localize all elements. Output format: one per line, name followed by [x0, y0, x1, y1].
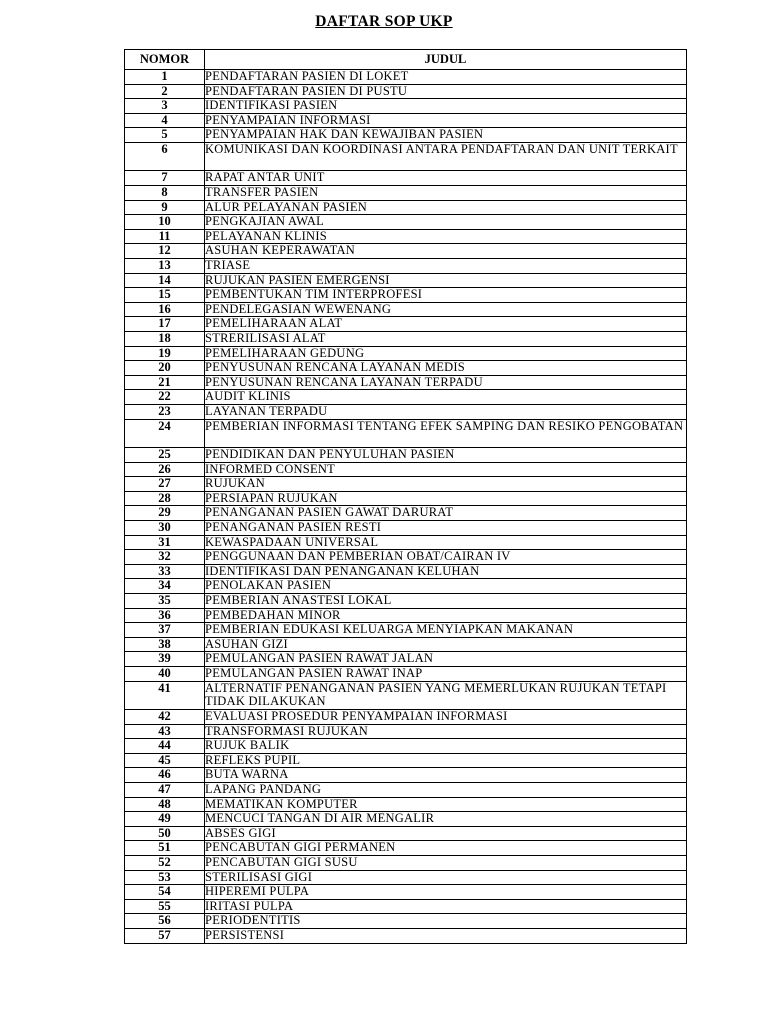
- row-title: PEMBERIAN ANASTESI LOKAL: [205, 594, 687, 609]
- row-title: PENANGANAN PASIEN GAWAT DARURAT: [205, 506, 687, 521]
- row-title: IDENTIFIKASI PASIEN: [205, 99, 687, 114]
- table-row: [125, 724, 687, 739]
- row-title: PEMULANGAN PASIEN RAWAT JALAN: [205, 652, 687, 667]
- row-number: 17: [125, 317, 205, 332]
- table-row: [125, 390, 687, 405]
- table-row: [125, 710, 687, 725]
- row-number: 30: [125, 521, 205, 536]
- row-number: 28: [125, 491, 205, 506]
- row-title: PENANGANAN PASIEN RESTI: [205, 521, 687, 536]
- table-row: [125, 302, 687, 317]
- row-title: PERSIAPAN RUJUKAN: [205, 491, 687, 506]
- table-body: [125, 70, 687, 944]
- table-row: [125, 594, 687, 609]
- row-number: 3: [125, 99, 205, 114]
- row-title: LAYANAN TERPADU: [205, 404, 687, 419]
- row-title: PELAYANAN KLINIS: [205, 229, 687, 244]
- row-title: KEWASPADAAN UNIVERSAL: [205, 535, 687, 550]
- row-title: PENCABUTAN GIGI PERMANEN: [205, 841, 687, 856]
- row-number: 25: [125, 448, 205, 463]
- table-row: [125, 375, 687, 390]
- row-title: PENCABUTAN GIGI SUSU: [205, 856, 687, 871]
- row-number: 13: [125, 259, 205, 274]
- table-row: [125, 797, 687, 812]
- row-title: KOMUNIKASI DAN KOORDINASI ANTARA PENDAFTARAN DAN UNIT TERKAIT: [205, 142, 687, 171]
- row-number: 57: [125, 928, 205, 943]
- row-title: RUJUK BALIK: [205, 739, 687, 754]
- row-title: ASUHAN GIZI: [205, 637, 687, 652]
- table-row: [125, 404, 687, 419]
- row-number: 38: [125, 637, 205, 652]
- row-title: PERSISTENSI: [205, 928, 687, 943]
- row-number: 37: [125, 623, 205, 638]
- row-title: EVALUASI PROSEDUR PENYAMPAIAN INFORMASI: [205, 710, 687, 725]
- table-row: [125, 841, 687, 856]
- table-row: [125, 419, 687, 448]
- table-row: [125, 84, 687, 99]
- row-number: 15: [125, 288, 205, 303]
- row-number: 7: [125, 171, 205, 186]
- row-number: 23: [125, 404, 205, 419]
- row-title: PEMULANGAN PASIEN RAWAT INAP: [205, 666, 687, 681]
- row-number: 16: [125, 302, 205, 317]
- row-number: 4: [125, 113, 205, 128]
- row-number: 9: [125, 200, 205, 215]
- row-title: MEMATIKAN KOMPUTER: [205, 797, 687, 812]
- row-title: PEMBEDAHAN MINOR: [205, 608, 687, 623]
- row-number: 18: [125, 332, 205, 347]
- table-row: [125, 113, 687, 128]
- row-title: IRITASI PULPA: [205, 899, 687, 914]
- row-number: 26: [125, 462, 205, 477]
- row-title: PENYUSUNAN RENCANA LAYANAN TERPADU: [205, 375, 687, 390]
- table-row: [125, 856, 687, 871]
- row-number: 5: [125, 128, 205, 143]
- row-title: PENDAFTARAN PASIEN DI LOKET: [205, 70, 687, 85]
- row-title: ASUHAN KEPERAWATAN: [205, 244, 687, 259]
- row-number: 34: [125, 579, 205, 594]
- row-number: 50: [125, 826, 205, 841]
- row-title: PENYUSUNAN RENCANA LAYANAN MEDIS: [205, 361, 687, 376]
- column-header-judul: JUDUL: [205, 50, 687, 70]
- row-title: PEMELIHARAAN GEDUNG: [205, 346, 687, 361]
- row-title: RUJUKAN PASIEN EMERGENSI: [205, 273, 687, 288]
- row-title: BUTA WARNA: [205, 768, 687, 783]
- table-row: [125, 332, 687, 347]
- table-row: [125, 491, 687, 506]
- row-number: 53: [125, 870, 205, 885]
- row-title: IDENTIFIKASI DAN PENANGANAN KELUHAN: [205, 564, 687, 579]
- row-number: 48: [125, 797, 205, 812]
- table-row: [125, 666, 687, 681]
- table-row: [125, 914, 687, 929]
- row-title: PENGKAJIAN AWAL: [205, 215, 687, 230]
- table-row: [125, 70, 687, 85]
- row-title: PENDAFTARAN PASIEN DI PUSTU: [205, 84, 687, 99]
- table-row: [125, 462, 687, 477]
- row-number: 33: [125, 564, 205, 579]
- table-row: [125, 288, 687, 303]
- row-title: RUJUKAN: [205, 477, 687, 492]
- table-row: [125, 608, 687, 623]
- table-row: [125, 521, 687, 536]
- row-number: 47: [125, 783, 205, 798]
- row-title: ALUR PELAYANAN PASIEN: [205, 200, 687, 215]
- row-title: STRERILISASI ALAT: [205, 332, 687, 347]
- row-title: PENYAMPAIAN INFORMASI: [205, 113, 687, 128]
- table-row: [125, 826, 687, 841]
- row-number: 24: [125, 419, 205, 448]
- table-row: [125, 273, 687, 288]
- table-row: [125, 142, 687, 171]
- row-title: PENDIDIKAN DAN PENYULUHAN PASIEN: [205, 448, 687, 463]
- row-number: 29: [125, 506, 205, 521]
- row-title: PENYAMPAIAN HAK DAN KEWAJIBAN PASIEN: [205, 128, 687, 143]
- row-number: 27: [125, 477, 205, 492]
- column-header-nomor: NOMOR: [125, 50, 205, 70]
- row-number: 21: [125, 375, 205, 390]
- row-title: PENDELEGASIAN WEWENANG: [205, 302, 687, 317]
- table-row: [125, 477, 687, 492]
- table-row: [125, 200, 687, 215]
- row-title: MENCUCI TANGAN DI AIR MENGALIR: [205, 812, 687, 827]
- row-number: 1: [125, 70, 205, 85]
- row-title: TRIASE: [205, 259, 687, 274]
- table-row: [125, 99, 687, 114]
- row-number: 22: [125, 390, 205, 405]
- table-row: [125, 361, 687, 376]
- row-title: AUDIT KLINIS: [205, 390, 687, 405]
- row-title: PERIODENTITIS: [205, 914, 687, 929]
- row-title: REFLEKS PUPIL: [205, 753, 687, 768]
- table-row: [125, 885, 687, 900]
- row-number: 55: [125, 899, 205, 914]
- row-number: 12: [125, 244, 205, 259]
- row-number: 39: [125, 652, 205, 667]
- row-title: STERILISASI GIGI: [205, 870, 687, 885]
- table-row: [125, 681, 687, 710]
- row-number: 35: [125, 594, 205, 609]
- table-row: [125, 652, 687, 667]
- row-number: 11: [125, 229, 205, 244]
- row-number: 36: [125, 608, 205, 623]
- table-row: [125, 535, 687, 550]
- row-number: 56: [125, 914, 205, 929]
- row-title: PENOLAKAN PASIEN: [205, 579, 687, 594]
- table-row: [125, 739, 687, 754]
- table-row: [125, 753, 687, 768]
- row-number: 31: [125, 535, 205, 550]
- table-row: [125, 128, 687, 143]
- table-row: [125, 506, 687, 521]
- document-title: DAFTAR SOP UKP: [315, 13, 453, 30]
- row-title: ABSES GIGI: [205, 826, 687, 841]
- row-title: PENGGUNAAN DAN PEMBERIAN OBAT/CAIRAN IV: [205, 550, 687, 565]
- row-number: 40: [125, 666, 205, 681]
- row-number: 54: [125, 885, 205, 900]
- row-title: TRANSFORMASI RUJUKAN: [205, 724, 687, 739]
- row-number: 8: [125, 186, 205, 201]
- sop-table: [124, 49, 687, 944]
- row-number: 14: [125, 273, 205, 288]
- table-row: [125, 550, 687, 565]
- table-row: [125, 229, 687, 244]
- row-number: 19: [125, 346, 205, 361]
- row-number: 49: [125, 812, 205, 827]
- table-row: [125, 870, 687, 885]
- table-row: [125, 899, 687, 914]
- table-row: [125, 579, 687, 594]
- row-number: 42: [125, 710, 205, 725]
- table-row: [125, 783, 687, 798]
- row-number: 32: [125, 550, 205, 565]
- row-number: 52: [125, 856, 205, 871]
- row-title: ALTERNATIF PENANGANAN PASIEN YANG MEMERLUKAN RUJUKAN TETAPI TIDAK DILAKUKAN: [205, 681, 687, 710]
- row-number: 43: [125, 724, 205, 739]
- table-row: [125, 928, 687, 943]
- row-number: 45: [125, 753, 205, 768]
- table-row: [125, 623, 687, 638]
- row-title: HIPEREMI PULPA: [205, 885, 687, 900]
- row-title: PEMBERIAN INFORMASI TENTANG EFEK SAMPING DAN RESIKO PENGOBATAN: [205, 419, 687, 448]
- row-title: RAPAT ANTAR UNIT: [205, 171, 687, 186]
- table-row: [125, 812, 687, 827]
- table-row: [125, 259, 687, 274]
- table-row: [125, 244, 687, 259]
- row-number: 2: [125, 84, 205, 99]
- table-row: [125, 317, 687, 332]
- row-number: 46: [125, 768, 205, 783]
- row-number: 10: [125, 215, 205, 230]
- row-title: PEMBERIAN EDUKASI KELUARGA MENYIAPKAN MAKANAN: [205, 623, 687, 638]
- table-row: [125, 171, 687, 186]
- table-row: [125, 448, 687, 463]
- row-title: TRANSFER PASIEN: [205, 186, 687, 201]
- row-title: INFORMED CONSENT: [205, 462, 687, 477]
- row-number: 41: [125, 681, 205, 710]
- table-row: [125, 186, 687, 201]
- header-row: [125, 50, 687, 70]
- row-number: 51: [125, 841, 205, 856]
- row-title: LAPANG PANDANG: [205, 783, 687, 798]
- table-row: [125, 768, 687, 783]
- table-row: [125, 637, 687, 652]
- row-number: 6: [125, 142, 205, 171]
- table-header: [125, 50, 687, 70]
- row-title: PEMBENTUKAN TIM INTERPROFESI: [205, 288, 687, 303]
- table-row: [125, 564, 687, 579]
- table-row: [125, 215, 687, 230]
- table-row: [125, 346, 687, 361]
- row-title: PEMELIHARAAN ALAT: [205, 317, 687, 332]
- row-number: 20: [125, 361, 205, 376]
- row-number: 44: [125, 739, 205, 754]
